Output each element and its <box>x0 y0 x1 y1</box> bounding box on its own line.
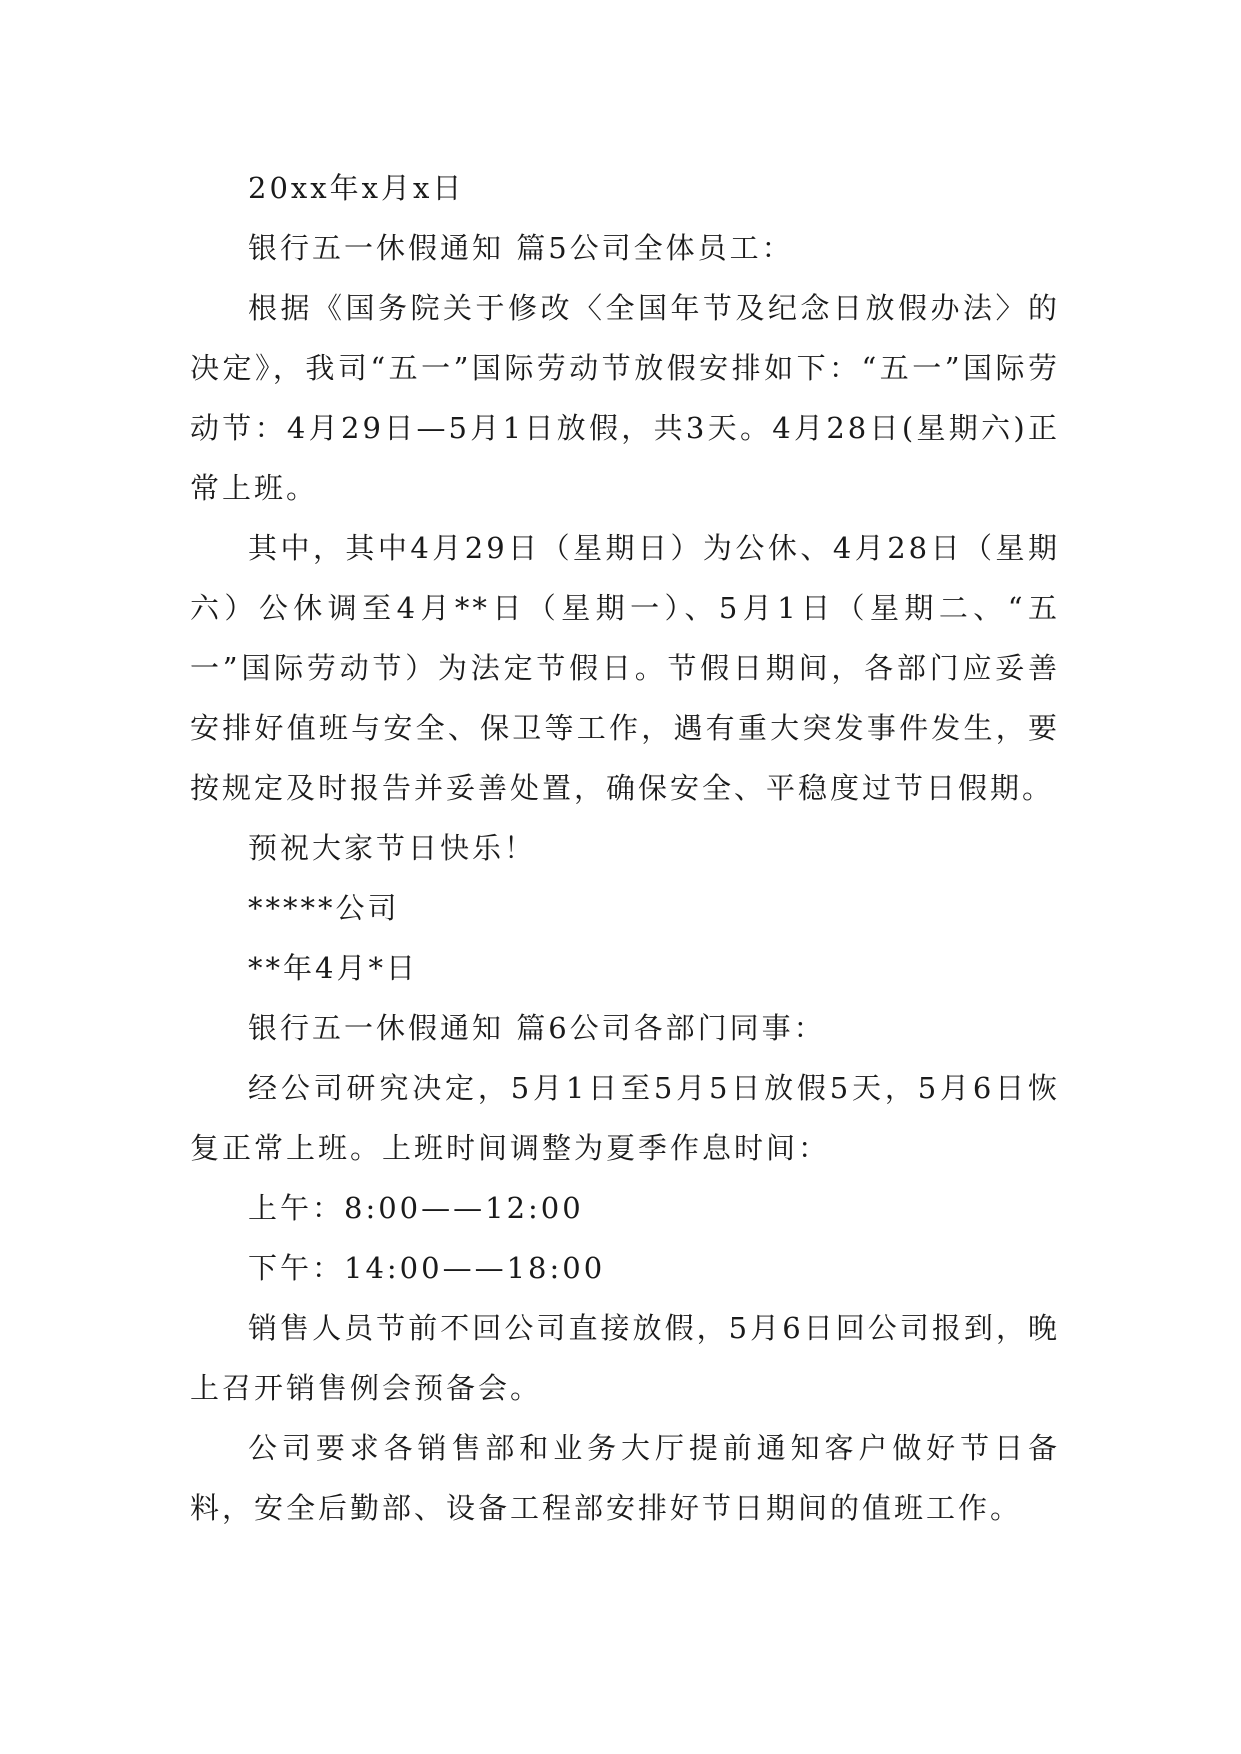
notice-6-sales-staff: 销售人员节前不回公司直接放假，5月6日回公司报到，晚上召开销售例会预备会。 <box>190 1311 1060 1405</box>
notice-6-heading: 银行五一休假通知 篇6公司各部门同事： <box>248 1011 826 1045</box>
notice-5-arrangement: 根据《国务院关于修改〈全国年节及纪念日放假办法〉的决定》，我司“五一”国际劳动节放假安排如下：“五一”国际劳动节：4月29日—5月1日放假，共3天。4月28日(星期六)正常上班。 <box>190 291 1060 505</box>
notice-5-date: **年4月*日 <box>248 951 418 985</box>
notice-6-requirements: 公司要求各销售部和业务大厅提前通知客户做好节日备料，安全后勤部、设备工程部安排好节日期间的值班工作。 <box>190 1431 1060 1525</box>
date-line: 20xx年x月x日 <box>248 171 465 205</box>
notice-6-decision: 经公司研究决定，5月1日至5月5日放假5天，5月6日恢复正常上班。上班时间调整为夏季作息时间： <box>190 1071 1060 1165</box>
document-body <box>190 158 1060 1538</box>
notice-6-morning-hours: 上午：8:00——12:00 <box>248 1191 584 1225</box>
notice-5-details: 其中，其中4月29日（星期日）为公休、4月28日（星期六）公休调至4月**日（星期一）、5月1日（星期二、“五一”国际劳动节）为法定节假日。节假日期间，各部门应妥善安排好值班与安全、保卫等工作，遇有重大突发事件发生，要按规定及时报告并妥善处置，确保安全、平稳度过节日假期。 <box>190 531 1060 805</box>
notice-5-greeting: 预祝大家节日快乐！ <box>248 831 537 865</box>
notice-6-afternoon-hours: 下午：14:00——18:00 <box>248 1251 606 1285</box>
notice-5-heading: 银行五一休假通知 篇5公司全体员工： <box>248 231 794 265</box>
notice-5-signature: *****公司 <box>248 891 400 925</box>
